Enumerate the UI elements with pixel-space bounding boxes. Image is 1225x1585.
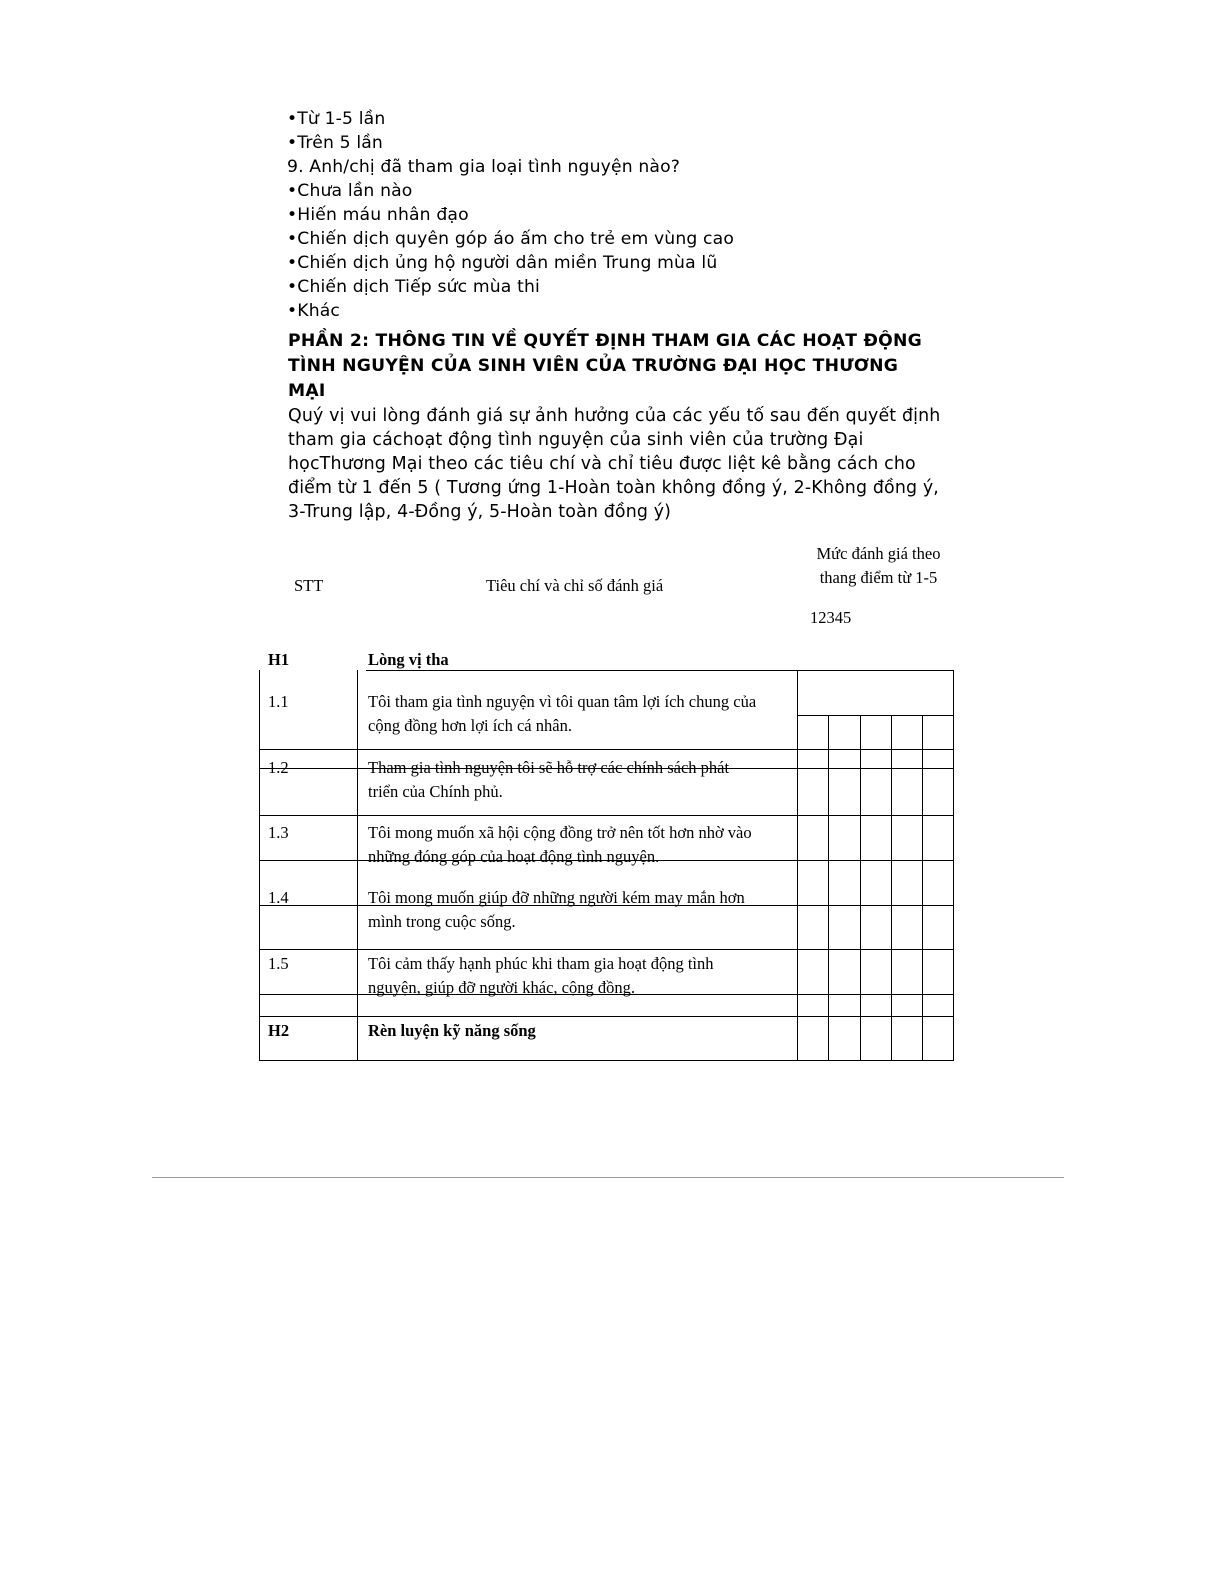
row-criterion (368, 952, 788, 1000)
grid-line (259, 749, 954, 750)
instructions-line: tham gia cáchoạt động tình nguyện của sinh viên của trường Đại (288, 430, 864, 450)
header-scale: 12345 (810, 608, 852, 627)
row-number: 1.3 (268, 823, 289, 842)
instructions-line: 3-Trung lập, 4-Đồng ý, 5-Hoàn toàn đồng ý) (288, 502, 672, 522)
criterion-line: cộng đồng hơn lợi ích cá nhân. (368, 716, 572, 735)
instructions-line: họcThương Mại theo các tiêu chí và chỉ tiêu được liệt kê bằng cách cho (288, 454, 916, 474)
grid-line (259, 815, 954, 816)
header-criteria: Tiêu chí và chỉ số đánh giá (486, 576, 664, 595)
grid-line (953, 670, 954, 1061)
criterion-line: triển của Chính phủ. (368, 782, 503, 801)
grid-line (259, 1016, 954, 1017)
instructions-line: Quý vị vui lòng đánh giá sự ảnh hưởng của các yếu tố sau đến quyết định (288, 406, 941, 426)
option-other: •Khác (287, 301, 341, 321)
page-separator (152, 1177, 1064, 1178)
option-1-5-times: •Từ 1-5 lần (287, 109, 386, 129)
option-never: •Chưa lần nào (287, 181, 413, 201)
grid-line (891, 715, 892, 1061)
header-rating-line: thang điểm từ 1-5 (819, 568, 938, 587)
criterion-line: Tôi mong muốn giúp đỡ những người kém may mắn hơn (368, 888, 745, 907)
grid-line (259, 1060, 954, 1061)
row-criterion (368, 886, 788, 934)
grid-line (860, 715, 861, 1061)
criterion-line: Tôi mong muốn xã hội cộng đồng trở nên tốt hơn nhờ vào (368, 823, 752, 842)
group-code: H2 (268, 1021, 290, 1040)
frequency-options (287, 107, 967, 155)
criterion-line: Tôi tham gia tình nguyện vì tôi quan tâm lợi ích chung của (368, 692, 757, 711)
group-name: Rèn luyện kỹ năng sống (368, 1021, 536, 1040)
criterion-line: nguyện, giúp đỡ người khác, cộng đồng. (368, 978, 635, 997)
row-number: 1.2 (268, 758, 289, 777)
row-number: 1.4 (268, 888, 289, 907)
row-number: 1.1 (268, 692, 289, 711)
option-over-5-times: •Trên 5 lần (287, 133, 383, 153)
criterion-line: Tham gia tình nguyện tôi sẽ hỗ trợ các chính sách phát (368, 758, 730, 777)
section-title-line: TÌNH NGUYỆN CỦA SINH VIÊN CỦA TRƯỜNG ĐẠI HỌC THƯƠNG (288, 356, 899, 376)
section-title-line: MẠI (288, 381, 326, 401)
grid-line (797, 715, 954, 716)
grid-line (366, 670, 954, 671)
instructions (288, 404, 988, 524)
volunteer-type-options (287, 179, 734, 323)
header-rating-line: Mức đánh giá theo (816, 544, 941, 563)
criterion-line: Tôi cảm thấy hạnh phúc khi tham gia hoạt động tình (368, 954, 714, 973)
grid-line (828, 715, 829, 1061)
grid-line (922, 715, 923, 1061)
instructions-line: điểm từ 1 đến 5 ( Tương ứng 1-Hoàn toàn không đồng ý, 2-Không đồng ý, (288, 478, 939, 498)
section-title-line: PHẦN 2: THÔNG TIN VỀ QUYẾT ĐỊNH THAM GIA CÁC HOẠT ĐỘNG (288, 331, 922, 351)
grid-line (797, 670, 798, 1061)
option-exam-support: •Chiến dịch Tiếp sức mùa thi (287, 277, 540, 297)
grid-line (357, 670, 358, 1061)
row-criterion (368, 821, 788, 869)
option-central-flood: •Chiến dịch ủng hộ người dân miền Trung mùa lũ (287, 253, 718, 273)
criterion-line: những đóng góp của hoạt động tình nguyện. (368, 847, 660, 866)
grid-line (259, 949, 954, 950)
question-9: 9. Anh/chị đã tham gia loại tình nguyện nào? (287, 157, 681, 177)
grid-line (259, 670, 260, 1061)
row-number: 1.5 (268, 954, 289, 973)
group-code: H1 (268, 650, 290, 669)
header-stt: STT (294, 576, 324, 595)
row-criterion (368, 756, 788, 804)
header-rating (806, 542, 951, 590)
row-criterion (368, 690, 788, 738)
section-title (288, 329, 978, 404)
option-blood-donation: •Hiến máu nhân đạo (287, 205, 469, 225)
option-warm-clothes: •Chiến dịch quyên góp áo ấm cho trẻ em vùng cao (287, 229, 735, 249)
criterion-line: mình trong cuộc sống. (368, 912, 516, 931)
group-name: Lòng vị tha (368, 650, 449, 669)
